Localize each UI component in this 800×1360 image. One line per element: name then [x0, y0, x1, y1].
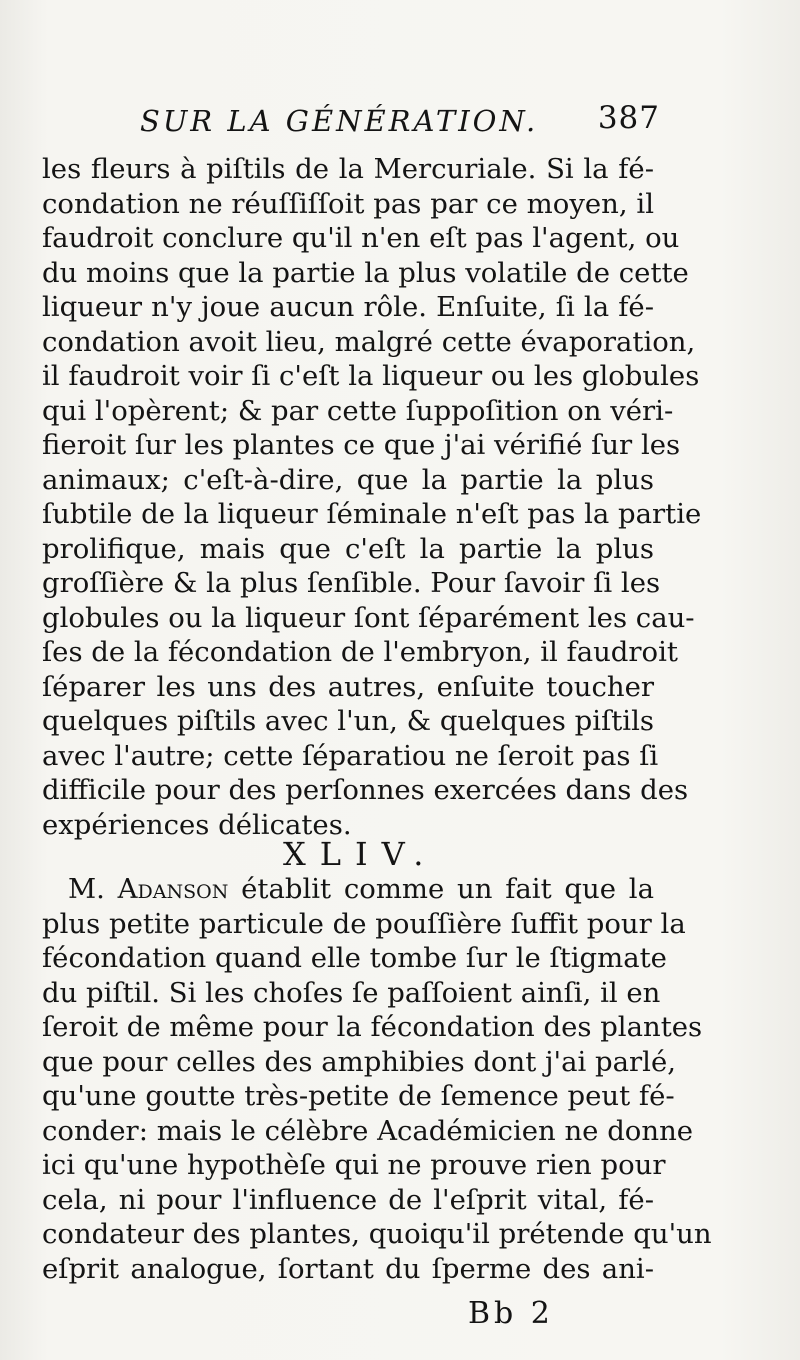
text-line: du moins que la partie la plus volatile de cette: [42, 256, 689, 289]
text-line: condation avoit lieu, malgré cette évaporation,: [42, 325, 696, 358]
text-line: liqueur n'y joue aucun rôle. Enſuite, ſi la fé-: [42, 291, 654, 323]
text-line: [42, 872, 654, 907]
text-line: que pour celles des amphibies dont j'ai parlé,: [42, 1045, 676, 1078]
text-line: qu'une goutte très-petite de ſemence peut fé-: [42, 1080, 675, 1112]
body-text-part2: [42, 872, 712, 1286]
text-line: ici qu'une hypothèſe qui ne prouve rien pour: [42, 1149, 666, 1181]
text-line: groſſière & la plus ſenſible. Pour ſavoir ſi les: [42, 567, 661, 599]
text-line: ſubtile de la liqueur ſéminale n'eſt pas la partie: [42, 498, 702, 530]
text-line: avec l'autre; cette ſéparatiou ne ſeroit pas ſi: [42, 739, 659, 772]
text-line: conder: mais le célèbre Académicien ne donne: [42, 1114, 694, 1147]
text-line: quelques piſtils avec l'un, & quelques piſtils: [42, 705, 654, 737]
text-line: ſes de la fécondation de l'embryon, il faudroit: [42, 636, 678, 668]
text-line: fécondation quand elle tombe ſur le ſtigmate: [42, 942, 667, 974]
text-line: qui l'opèrent; & par cette ſuppoſition on véri-: [42, 394, 674, 427]
text-line: prolifique, mais que c'eſt la partie la plus: [42, 532, 654, 565]
text-line: plus petite particule de pouſſière ſuffit pour la: [42, 907, 686, 940]
text-line: fieroit ſur les plantes ce que j'ai vérifié ſur les: [42, 429, 681, 461]
section-heading: XLIV.: [283, 835, 438, 873]
text-line: ſéparer les uns des autres, enſuite toucher: [42, 670, 654, 703]
author-name: M. Adanson: [68, 873, 229, 905]
text-line: condation ne réuſſiſſoit pas par ce moyen, il: [42, 187, 654, 220]
page-header: [140, 100, 660, 144]
page-number: 387: [597, 100, 660, 136]
text-line: les fleurs à piſtils de la Mercuriale. Si la fé-: [42, 153, 654, 185]
text-line: globules ou la liqueur ſont ſéparément les cau-: [42, 601, 695, 634]
text-line: ſeroit de même pour la fécondation des plantes: [42, 1011, 703, 1043]
text-line: expériences délicates.: [42, 808, 352, 841]
text-line: du piſtil. Si les choſes ſe paſſoient ainſi, il en: [42, 976, 661, 1009]
text-line: il faudroit voir ſi c'eſt la liqueur ou les globules: [42, 360, 700, 392]
text-line: faudroit conclure qu'il n'en eſt pas l'agent, ou: [42, 222, 680, 254]
text-line: cela, ni pour l'influence de l'eſprit vital, fé-: [42, 1183, 654, 1216]
running-title: SUR LA GÉNÉRATION.: [140, 104, 539, 138]
body-text-part1: [42, 152, 702, 842]
text-line: condateur des plantes, quoiqu'il prétende qu'un: [42, 1218, 712, 1250]
text-fragment: établit comme un fait que la: [241, 873, 654, 905]
signature-mark: Bb 2: [468, 1296, 554, 1331]
text-line: difficile pour des perſonnes exercées dans des: [42, 774, 689, 806]
text-line: animaux; c'eſt-à-dire, que la partie la plus: [42, 463, 654, 496]
text-line: eſprit analogue, ſortant du ſperme des ani-: [42, 1252, 654, 1285]
